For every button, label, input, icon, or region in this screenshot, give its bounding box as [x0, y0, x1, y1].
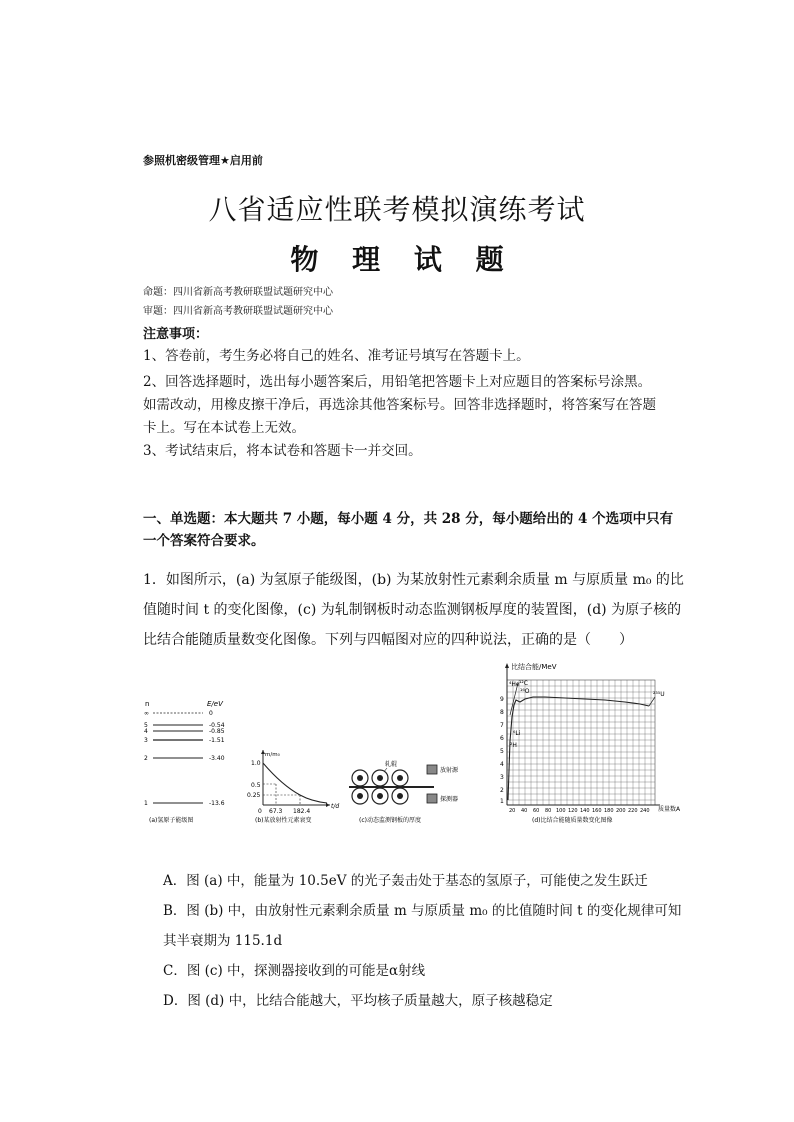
level-n-3: 3	[144, 737, 148, 744]
fig-b-x2: 182.4	[293, 808, 311, 815]
figure-b-decay	[247, 750, 339, 824]
fig-d-label-he: ⁴He	[509, 681, 520, 688]
level-n-inf: ∞	[144, 710, 149, 717]
fig-c-caption: (c)动态监测钢板的厚度	[359, 817, 421, 824]
fig-d-ytick-1: 1	[500, 798, 504, 805]
notice-item-1: 1、答卷前，考生务必将自己的姓名、准考证号填写在答题卡上。	[143, 348, 530, 364]
fig-d-xtick-140: 140	[580, 808, 590, 814]
fig-d-ytick-3: 3	[500, 774, 504, 781]
fig-c-source-box	[427, 765, 437, 774]
figures-panel	[135, 655, 680, 830]
fig-d-ytick-6: 6	[500, 735, 504, 742]
fig-d-label-c: ¹²C	[519, 680, 528, 687]
fig-d-xtick-80: 80	[545, 808, 552, 814]
fig-d-xlabel: 质量数A	[658, 806, 680, 813]
fig-d-ytick-7: 7	[500, 722, 504, 729]
secret-label: 参照机密级管理★启用前	[143, 154, 263, 167]
fig-b-curve	[263, 763, 327, 803]
fig-b-caption: (b)某放射性元素衰变	[255, 817, 312, 824]
figure-a-energy-levels	[144, 700, 225, 824]
fig-a-caption: (a)氢原子能级图	[149, 817, 194, 824]
fig-c-label-rollers: 轧辊	[385, 761, 398, 768]
fig-b-y-low: 0.25	[247, 792, 261, 799]
fig-d-label-li: ⁶Li	[513, 730, 521, 737]
level-e-2: -3.40	[209, 755, 225, 762]
fig-d-ylabel: 比结合能/MeV	[511, 663, 557, 671]
fig-d-curve	[508, 697, 649, 800]
fig-d-xtick-220: 220	[628, 808, 638, 814]
fig-c-roller-3-bottom-hub	[397, 793, 403, 799]
fig-d-xtick-60: 60	[533, 808, 540, 814]
fig-b-ylabel: m/m₀	[265, 752, 280, 758]
fig-a-col-e: E/eV	[207, 700, 223, 708]
level-e-5: -0.54	[209, 722, 225, 729]
reviewer-line: 审题：四川省新高考教研联盟试题研究中心	[143, 306, 333, 317]
level-e-3: -1.51	[209, 737, 225, 744]
fig-c-steel-plate	[349, 786, 434, 788]
fig-a-col-n: n	[145, 700, 150, 708]
fig-d-ytick-8: 8	[500, 709, 504, 716]
fig-d-label-h: ²H	[510, 742, 517, 749]
level-e-inf: 0	[209, 710, 213, 717]
level-e-4: -0.85	[209, 728, 225, 735]
level-n-2: 2	[144, 755, 148, 762]
fig-c-roller-1-top-hub	[357, 775, 363, 781]
fig-b-y-top: 1.0	[251, 760, 261, 767]
subject-title: 物 理 试 题	[290, 243, 516, 276]
fig-d-caption: (d)比结合能随质量数变化图像	[532, 817, 613, 824]
figure-d-binding-energy	[500, 662, 680, 824]
fig-b-xlabel: t/d	[331, 803, 340, 810]
fig-d-y-arrow	[505, 663, 509, 668]
fig-d-xtick-240: 240	[640, 808, 650, 814]
fig-d-xtick-120: 120	[568, 808, 578, 814]
fig-c-detector-box	[427, 794, 437, 803]
fig-d-u-leader	[649, 697, 655, 706]
fig-c-roller-1-bottom-hub	[357, 793, 363, 799]
fig-b-x1: 67.3	[269, 808, 283, 815]
option-d: D．图 (d) 中，比结合能越大，平均核子质量越大，原子核越稳定	[163, 993, 553, 1009]
fig-c-label-detector: 探测器	[440, 796, 459, 803]
fig-d-ytick-9: 9	[500, 696, 504, 703]
fig-c-label-source: 放射源	[440, 767, 459, 774]
fig-b-x0: 0	[258, 808, 262, 815]
fig-d-label-u: ²³⁵U	[653, 691, 665, 698]
proposer-line: 命题：四川省新高考教研联盟试题研究中心	[143, 287, 333, 298]
level-n-1: 1	[144, 800, 148, 807]
fig-d-xtick-40: 40	[521, 808, 528, 814]
notice-item-2: 2、回答选择题时，选出每小题答案后，用铅笔把答题卡上对应题目的答案标号涂黑。如需改动，用橡皮擦干净后，再选涂其他答案标号。回答非选择题时，将答案写在答题卡上。写在本试卷上无效。	[143, 374, 656, 436]
exam-title: 八省适应性联考模拟演练考试	[208, 193, 586, 226]
question-1-stem: 1．如图所示，(a) 为氢原子能级图，(b) 为某放射性元素剩余质量 m 与原质量 m₀ 的比值随时间 t 的变化图像，(c) 为轧制钢板时动态监测钢板厚度的装置图，(d) 为原子核的比结合能随质量数变化图像。下列与四幅图对应的四种说法，正确的是（ ）	[143, 572, 684, 648]
level-e-1: -13.6	[209, 800, 225, 807]
fig-d-ytick-2: 2	[500, 787, 504, 794]
fig-d-label-o: ¹⁶O	[520, 688, 530, 695]
fig-c-roller-2-top-hub	[377, 775, 383, 781]
fig-d-xtick-180: 180	[604, 808, 614, 814]
section-heading: 一、单选题：本大题共 7 小题，每小题 4 分，共 28 分，每小题给出的 4 个选项中只有一个答案符合要求。	[143, 511, 674, 549]
fig-c-roller-2-bottom-hub	[377, 793, 383, 799]
fig-d-ytick-5: 5	[500, 748, 504, 755]
figure-c-rolling-mill	[349, 760, 459, 824]
fig-d-xtick-160: 160	[592, 808, 602, 814]
notice-heading: 注意事项：	[143, 327, 209, 342]
option-b: B．图 (b) 中，由放射性元素剩余质量 m 与原质量 m₀ 的比值随时间 t 的变化规律可知其半衰期为 115.1d	[163, 903, 682, 949]
notice-item-3: 3、考试结束后，将本试卷和答题卡一并交回。	[143, 443, 422, 459]
fig-d-xtick-20: 20	[509, 808, 516, 814]
level-n-5: 5	[144, 722, 148, 729]
fig-b-y-mid: 0.5	[251, 782, 261, 789]
fig-d-ytick-4: 4	[500, 761, 504, 768]
fig-b-x-arrow	[326, 803, 330, 807]
fig-d-xtick-100: 100	[556, 808, 566, 814]
option-c: C．图 (c) 中，探测器接收到的可能是α射线	[163, 963, 426, 979]
fig-c-roller-3-top-hub	[397, 775, 403, 781]
option-a: A．图 (a) 中，能量为 10.5eV 的光子轰击处于基态的氢原子，可能使之发生跃迁	[163, 873, 648, 889]
level-n-4: 4	[144, 728, 148, 735]
fig-d-xtick-200: 200	[616, 808, 626, 814]
